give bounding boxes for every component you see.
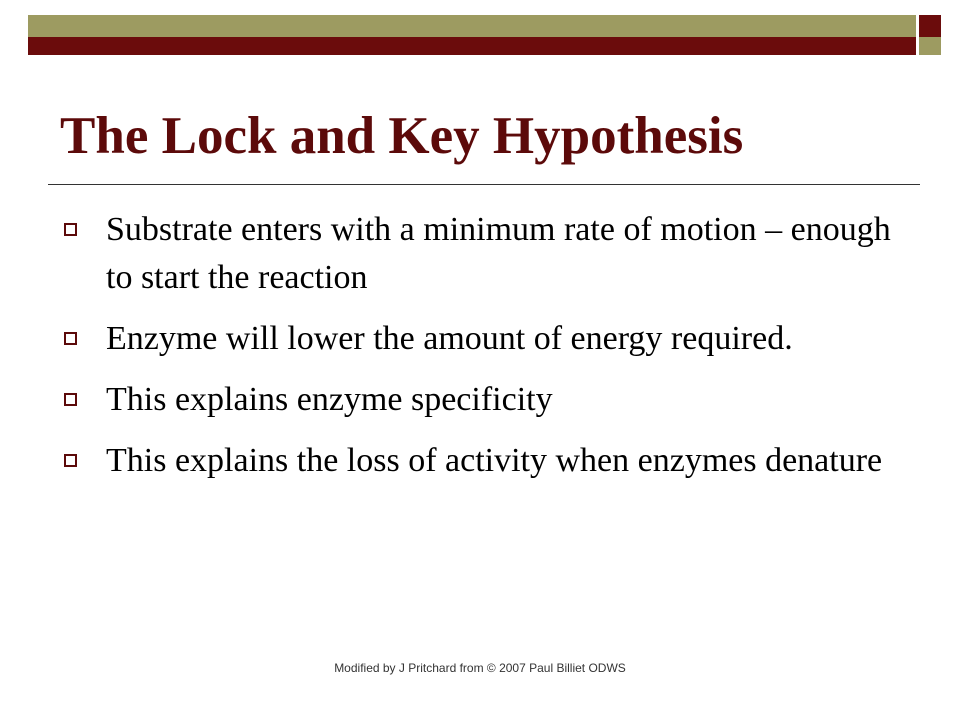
bullet-item — [64, 437, 914, 485]
bullet-item — [64, 315, 914, 363]
bullet-item — [64, 206, 914, 302]
corner-square-olive — [919, 37, 941, 55]
bullet-text: This explains the loss of activity when enzymes denature — [106, 442, 883, 479]
square-bullet-icon — [64, 223, 77, 236]
header-band-olive — [28, 15, 916, 37]
header-band-maroon — [28, 37, 916, 55]
title-divider — [48, 184, 920, 185]
square-bullet-icon — [64, 454, 77, 467]
bullet-text: Enzyme will lower the amount of energy required. — [106, 320, 793, 357]
bullet-list — [64, 206, 914, 498]
slide-footer: Modified by J Pritchard from © 2007 Paul Billiet ODWS — [334, 661, 626, 675]
corner-square-maroon — [919, 15, 941, 37]
bullet-text: This explains enzyme specificity — [106, 381, 553, 418]
bullet-text: Substrate enters with a minimum rate of motion – enough to start the reaction — [106, 211, 891, 296]
square-bullet-icon — [64, 332, 77, 345]
square-bullet-icon — [64, 393, 77, 406]
slide-title: The Lock and Key Hypothesis — [60, 107, 744, 165]
bullet-item — [64, 376, 914, 424]
